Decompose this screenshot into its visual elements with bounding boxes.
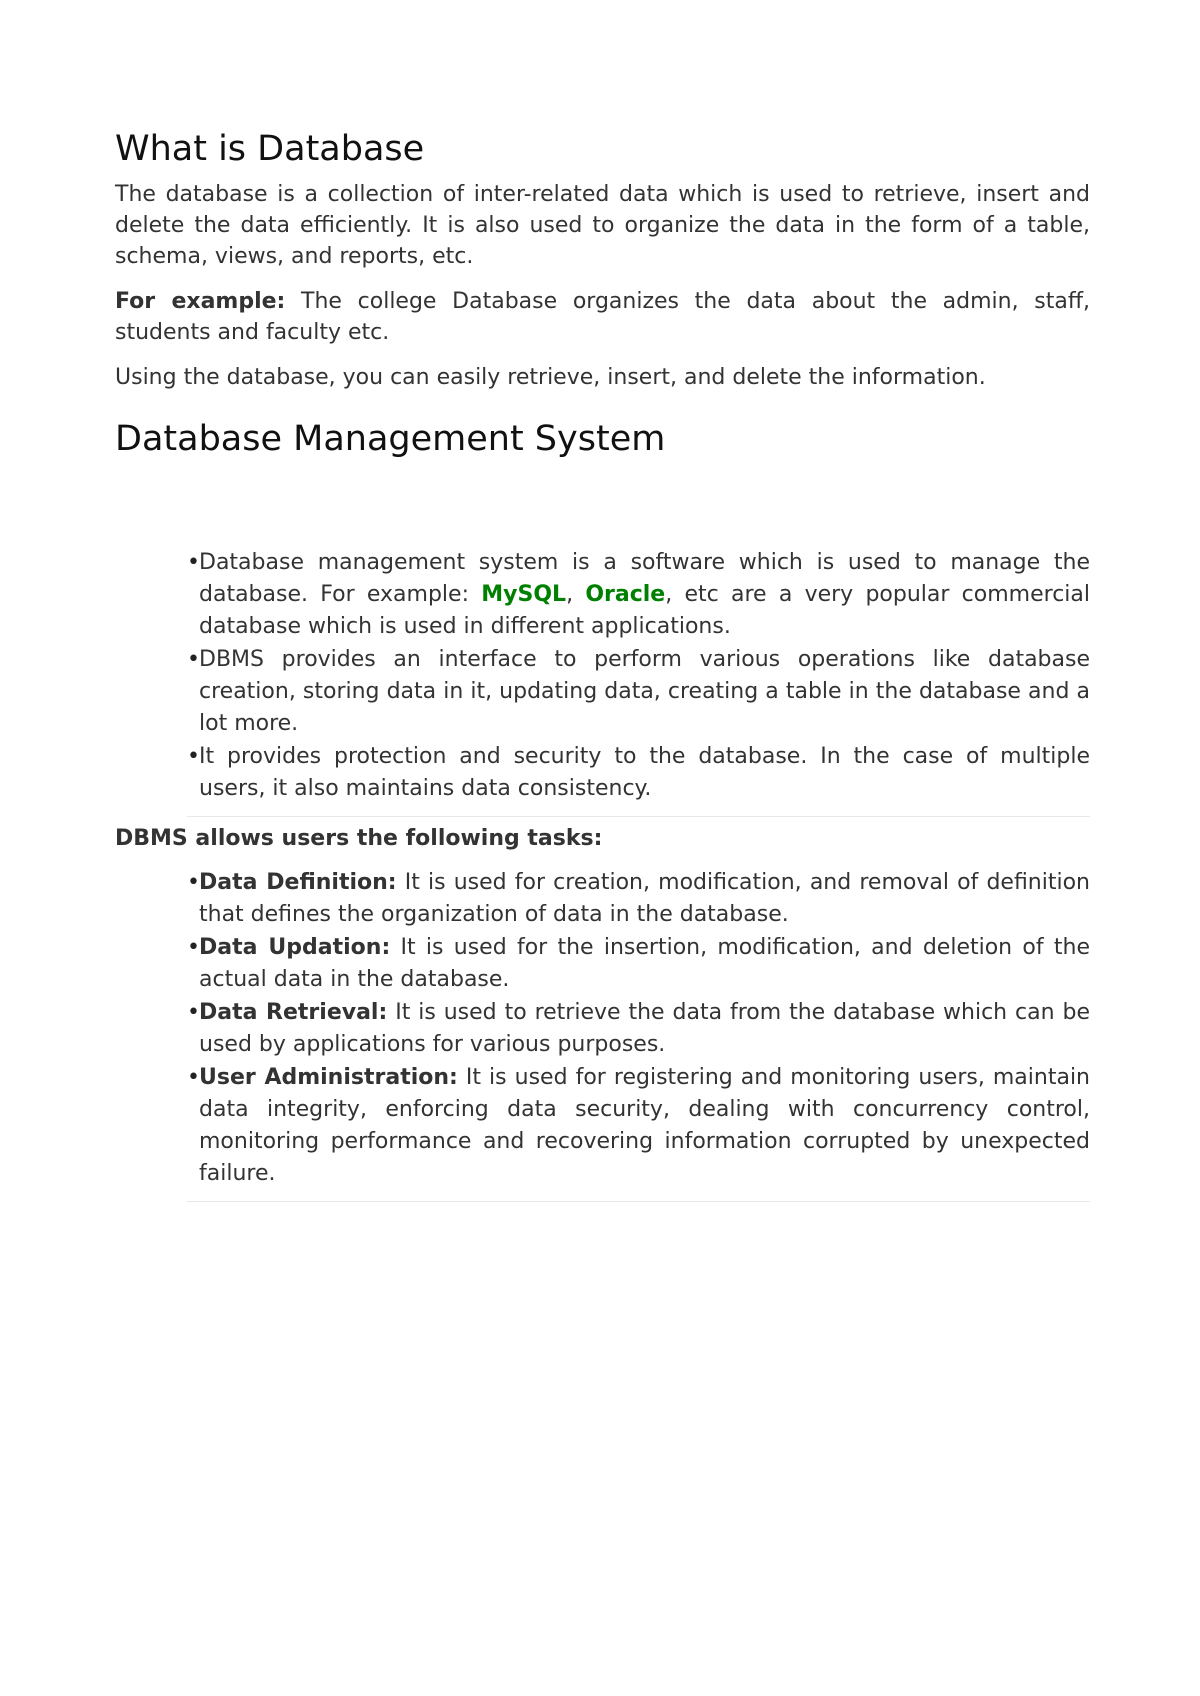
tasks-heading: DBMS allows users the following tasks: (115, 826, 603, 851)
paragraph-definition: The database is a collection of inter-related data which is used to retrieve, insert and delete the data efficiently. It is also used to organize the data in the form of a table, schema, views, and reports, etc. (115, 182, 1090, 269)
heading-what-is-database: What is Database (115, 129, 425, 169)
list-item: • DBMS provides an interface to perform various operations like database creation, storing data in it, updating data, creating a table in the database and a lot more. (187, 644, 1090, 740)
bullet1-text-pre: Database management system is a software which is used to manage the database. For example: (199, 550, 1090, 607)
list-item (187, 1062, 1090, 1190)
list-item (187, 997, 1090, 1061)
task-text: It is used for the insertion, modification, and deletion of the actual data in the database. (199, 935, 1090, 992)
task-label: Data Retrieval: (199, 1000, 388, 1025)
task-label: Data Updation: (199, 935, 391, 960)
link-separator: , (566, 582, 586, 607)
list-item (187, 867, 1090, 931)
oracle-link[interactable]: Oracle (585, 582, 666, 607)
tasks-list (187, 867, 1090, 1202)
mysql-link[interactable]: MySQL (481, 582, 567, 607)
example-label: For example: (115, 289, 286, 314)
task-label: Data Definition: (199, 870, 397, 895)
document-page (115, 128, 1090, 1202)
bullet1-text-post: , etc are a very popular commercial database which is used in different applications. (199, 582, 1090, 639)
list-item: • It provides protection and security to the database. In the case of multiple users, it also maintains data consistency. (187, 741, 1090, 805)
heading-dbms: Database Management System (115, 419, 666, 459)
example-text: The college Database organizes the data about the admin, staff, students and faculty etc. (115, 289, 1091, 345)
list-item (187, 547, 1090, 643)
task-text: It is used for creation, modification, and removal of definition that defines the organization of data in the database. (199, 870, 1091, 927)
paragraph-usage: Using the database, you can easily retrieve, insert, and delete the information. (115, 365, 986, 390)
paragraph-example (115, 286, 1090, 348)
task-label: User Administration: (199, 1065, 458, 1090)
list-item (187, 932, 1090, 996)
task-text: It is used to retrieve the data from the database which can be used by applications for various purposes. (199, 1000, 1090, 1057)
task-text: It is used for registering and monitoring users, maintain data integrity, enforcing data security, dealing with concurrency control, monitoring performance and recovering information corrupted by unexpected failure. (199, 1065, 1090, 1186)
dbms-bullet-list (187, 547, 1090, 817)
